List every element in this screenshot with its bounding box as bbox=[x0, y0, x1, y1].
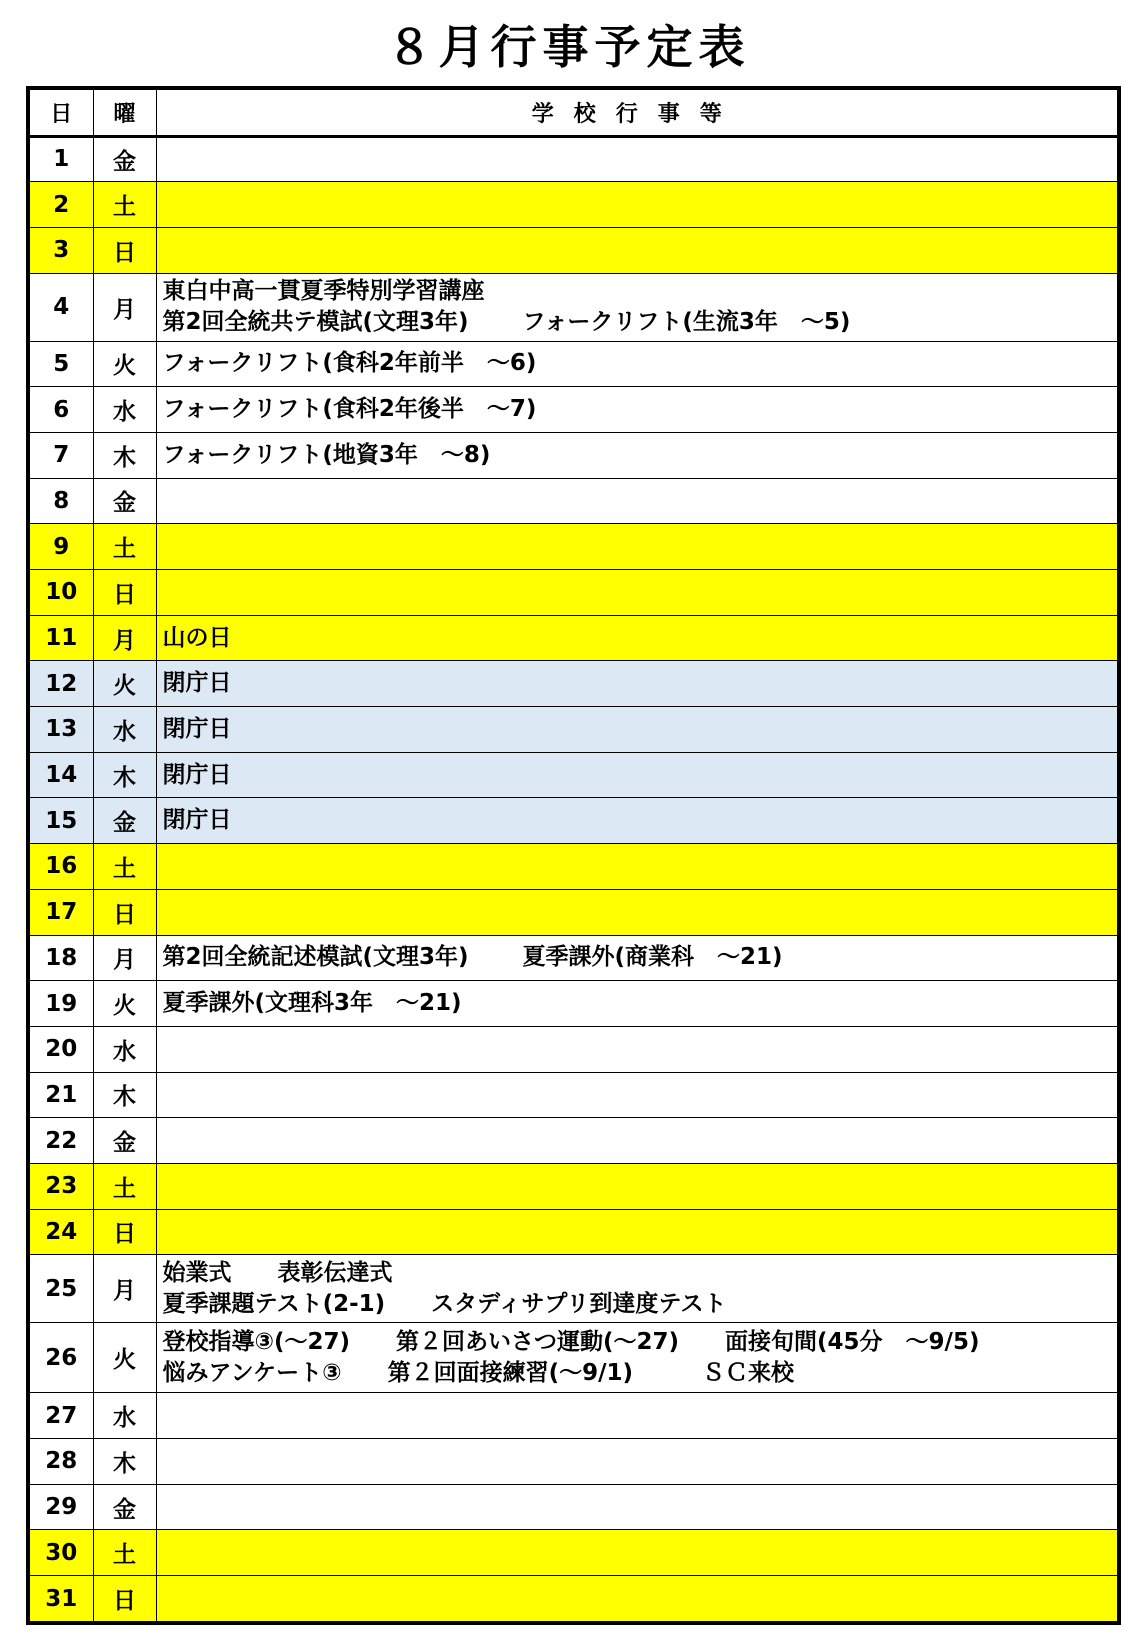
table-row bbox=[30, 752, 1117, 798]
event-line: 東白中高一貫夏季特別学習講座 bbox=[162, 278, 485, 305]
weekday-cell: 火 bbox=[93, 981, 156, 1027]
events-cell bbox=[156, 844, 1117, 890]
events-cell bbox=[156, 981, 1117, 1027]
day-cell: 15 bbox=[30, 798, 93, 844]
day-cell: 5 bbox=[30, 341, 93, 387]
day-cell: 28 bbox=[30, 1439, 93, 1485]
events-cell bbox=[156, 1439, 1117, 1485]
day-cell: 26 bbox=[30, 1323, 93, 1393]
weekday-cell: 水 bbox=[93, 1026, 156, 1072]
events-cell bbox=[156, 661, 1117, 707]
events-cell bbox=[156, 1530, 1117, 1576]
table-row bbox=[30, 1323, 1117, 1393]
table-row bbox=[30, 273, 1117, 341]
day-cell: 1 bbox=[30, 136, 93, 182]
day-cell: 17 bbox=[30, 889, 93, 935]
event-line: 始業式 表彰伝達式 bbox=[162, 1259, 393, 1286]
table-row bbox=[30, 981, 1117, 1027]
table-row bbox=[30, 661, 1117, 707]
event-line: 登校指導③(～27) 第２回あいさつ運動(～27) 面接旬間(45分 ～9/5) bbox=[162, 1328, 980, 1355]
event-line: フォークリフト(食科2年後半 ～7) bbox=[162, 396, 537, 423]
weekday-cell: 木 bbox=[93, 432, 156, 478]
events-cell bbox=[156, 1484, 1117, 1530]
weekday-cell: 金 bbox=[93, 136, 156, 182]
weekday-cell: 木 bbox=[93, 1439, 156, 1485]
events-cell bbox=[156, 136, 1117, 182]
day-cell: 12 bbox=[30, 661, 93, 707]
weekday-cell: 月 bbox=[93, 273, 156, 341]
event-line: 閉庁日 bbox=[162, 715, 232, 742]
day-cell: 3 bbox=[30, 227, 93, 273]
weekday-cell: 月 bbox=[93, 615, 156, 661]
day-cell: 11 bbox=[30, 615, 93, 661]
weekday-cell: 金 bbox=[93, 1118, 156, 1164]
page-title: ８月行事予定表 bbox=[386, 20, 751, 74]
header-weekday: 曜 bbox=[93, 90, 156, 136]
table-row bbox=[30, 524, 1117, 570]
weekday-cell: 日 bbox=[93, 889, 156, 935]
weekday-cell: 金 bbox=[93, 1484, 156, 1530]
table-row bbox=[30, 1072, 1117, 1118]
weekday-cell: 火 bbox=[93, 1323, 156, 1393]
events-cell bbox=[156, 227, 1117, 273]
weekday-cell: 木 bbox=[93, 752, 156, 798]
schedule-table bbox=[30, 90, 1117, 1621]
table-row bbox=[30, 1439, 1117, 1485]
day-cell: 4 bbox=[30, 273, 93, 341]
events-cell bbox=[156, 1072, 1117, 1118]
weekday-cell: 土 bbox=[93, 844, 156, 890]
day-cell: 18 bbox=[30, 935, 93, 981]
events-cell bbox=[156, 889, 1117, 935]
events-cell bbox=[156, 182, 1117, 228]
events-cell bbox=[156, 273, 1117, 341]
table-row bbox=[30, 615, 1117, 661]
table-row bbox=[30, 1255, 1117, 1323]
day-cell: 16 bbox=[30, 844, 93, 890]
weekday-cell: 水 bbox=[93, 387, 156, 433]
day-cell: 30 bbox=[30, 1530, 93, 1576]
weekday-cell: 火 bbox=[93, 661, 156, 707]
event-line: 閉庁日 bbox=[162, 670, 232, 697]
weekday-cell: 日 bbox=[93, 1576, 156, 1622]
events-cell bbox=[156, 1576, 1117, 1622]
header-events: 学校行事等 bbox=[156, 90, 1117, 136]
events-cell bbox=[156, 1323, 1117, 1393]
weekday-cell: 金 bbox=[93, 478, 156, 524]
schedule-frame bbox=[26, 86, 1121, 1625]
day-cell: 10 bbox=[30, 570, 93, 616]
table-row bbox=[30, 1530, 1117, 1576]
event-line: フォークリフト(地資3年 ～8) bbox=[162, 441, 491, 468]
event-line: 山の日 bbox=[162, 624, 232, 651]
event-line: 閉庁日 bbox=[162, 807, 232, 834]
day-cell: 25 bbox=[30, 1255, 93, 1323]
day-cell: 22 bbox=[30, 1118, 93, 1164]
header-row bbox=[30, 90, 1117, 136]
day-cell: 20 bbox=[30, 1026, 93, 1072]
events-cell bbox=[156, 341, 1117, 387]
table-row bbox=[30, 570, 1117, 616]
weekday-cell: 日 bbox=[93, 227, 156, 273]
events-cell bbox=[156, 524, 1117, 570]
event-line: 悩みアンケート③ 第２回面接練習(～9/1) ＳＣ来校 bbox=[162, 1359, 795, 1386]
day-cell: 8 bbox=[30, 478, 93, 524]
table-row bbox=[30, 844, 1117, 890]
table-row bbox=[30, 1118, 1117, 1164]
table-row bbox=[30, 1576, 1117, 1622]
table-row bbox=[30, 1209, 1117, 1255]
weekday-cell: 月 bbox=[93, 1255, 156, 1323]
day-cell: 27 bbox=[30, 1393, 93, 1439]
table-row bbox=[30, 478, 1117, 524]
event-line: 閉庁日 bbox=[162, 761, 232, 788]
events-cell bbox=[156, 570, 1117, 616]
weekday-cell: 水 bbox=[93, 1393, 156, 1439]
weekday-cell: 土 bbox=[93, 524, 156, 570]
table-row bbox=[30, 432, 1117, 478]
table-row bbox=[30, 387, 1117, 433]
events-cell bbox=[156, 615, 1117, 661]
weekday-cell: 土 bbox=[93, 1530, 156, 1576]
weekday-cell: 日 bbox=[93, 570, 156, 616]
events-cell bbox=[156, 387, 1117, 433]
table-row bbox=[30, 136, 1117, 182]
events-cell bbox=[156, 1118, 1117, 1164]
table-row bbox=[30, 889, 1117, 935]
day-cell: 13 bbox=[30, 707, 93, 753]
table-row bbox=[30, 1163, 1117, 1209]
day-cell: 23 bbox=[30, 1163, 93, 1209]
weekday-cell: 土 bbox=[93, 1163, 156, 1209]
day-cell: 14 bbox=[30, 752, 93, 798]
events-cell bbox=[156, 478, 1117, 524]
day-cell: 2 bbox=[30, 182, 93, 228]
event-line: 第2回全統記述模試(文理3年) 夏季課外(商業科 ～21) bbox=[162, 944, 783, 971]
events-cell bbox=[156, 1255, 1117, 1323]
events-cell bbox=[156, 1393, 1117, 1439]
weekday-cell: 水 bbox=[93, 707, 156, 753]
weekday-cell: 木 bbox=[93, 1072, 156, 1118]
day-cell: 31 bbox=[30, 1576, 93, 1622]
table-row bbox=[30, 935, 1117, 981]
day-cell: 7 bbox=[30, 432, 93, 478]
weekday-cell: 日 bbox=[93, 1209, 156, 1255]
events-cell bbox=[156, 935, 1117, 981]
events-cell bbox=[156, 1163, 1117, 1209]
events-cell bbox=[156, 432, 1117, 478]
schedule-body bbox=[30, 136, 1117, 1621]
events-cell bbox=[156, 707, 1117, 753]
weekday-cell: 土 bbox=[93, 182, 156, 228]
event-line: 第2回全統共テ模試(文理3年) フォークリフト(生流3年 ～5) bbox=[162, 309, 851, 336]
day-cell: 24 bbox=[30, 1209, 93, 1255]
table-row bbox=[30, 1484, 1117, 1530]
table-row bbox=[30, 341, 1117, 387]
weekday-cell: 火 bbox=[93, 341, 156, 387]
weekday-cell: 金 bbox=[93, 798, 156, 844]
header-day: 日 bbox=[30, 90, 93, 136]
event-line: 夏季課題テスト(2-1) スタディサプリ到達度テスト bbox=[162, 1290, 727, 1317]
day-cell: 6 bbox=[30, 387, 93, 433]
table-row bbox=[30, 182, 1117, 228]
table-row bbox=[30, 707, 1117, 753]
day-cell: 21 bbox=[30, 1072, 93, 1118]
events-cell bbox=[156, 1026, 1117, 1072]
event-line: フォークリフト(食科2年前半 ～6) bbox=[162, 350, 537, 377]
day-cell: 9 bbox=[30, 524, 93, 570]
table-row bbox=[30, 1393, 1117, 1439]
day-cell: 29 bbox=[30, 1484, 93, 1530]
table-row bbox=[30, 227, 1117, 273]
table-row bbox=[30, 798, 1117, 844]
event-line: 夏季課外(文理科3年 ～21) bbox=[162, 990, 462, 1017]
events-cell bbox=[156, 1209, 1117, 1255]
events-cell bbox=[156, 752, 1117, 798]
events-cell bbox=[156, 798, 1117, 844]
table-row bbox=[30, 1026, 1117, 1072]
weekday-cell: 月 bbox=[93, 935, 156, 981]
day-cell: 19 bbox=[30, 981, 93, 1027]
